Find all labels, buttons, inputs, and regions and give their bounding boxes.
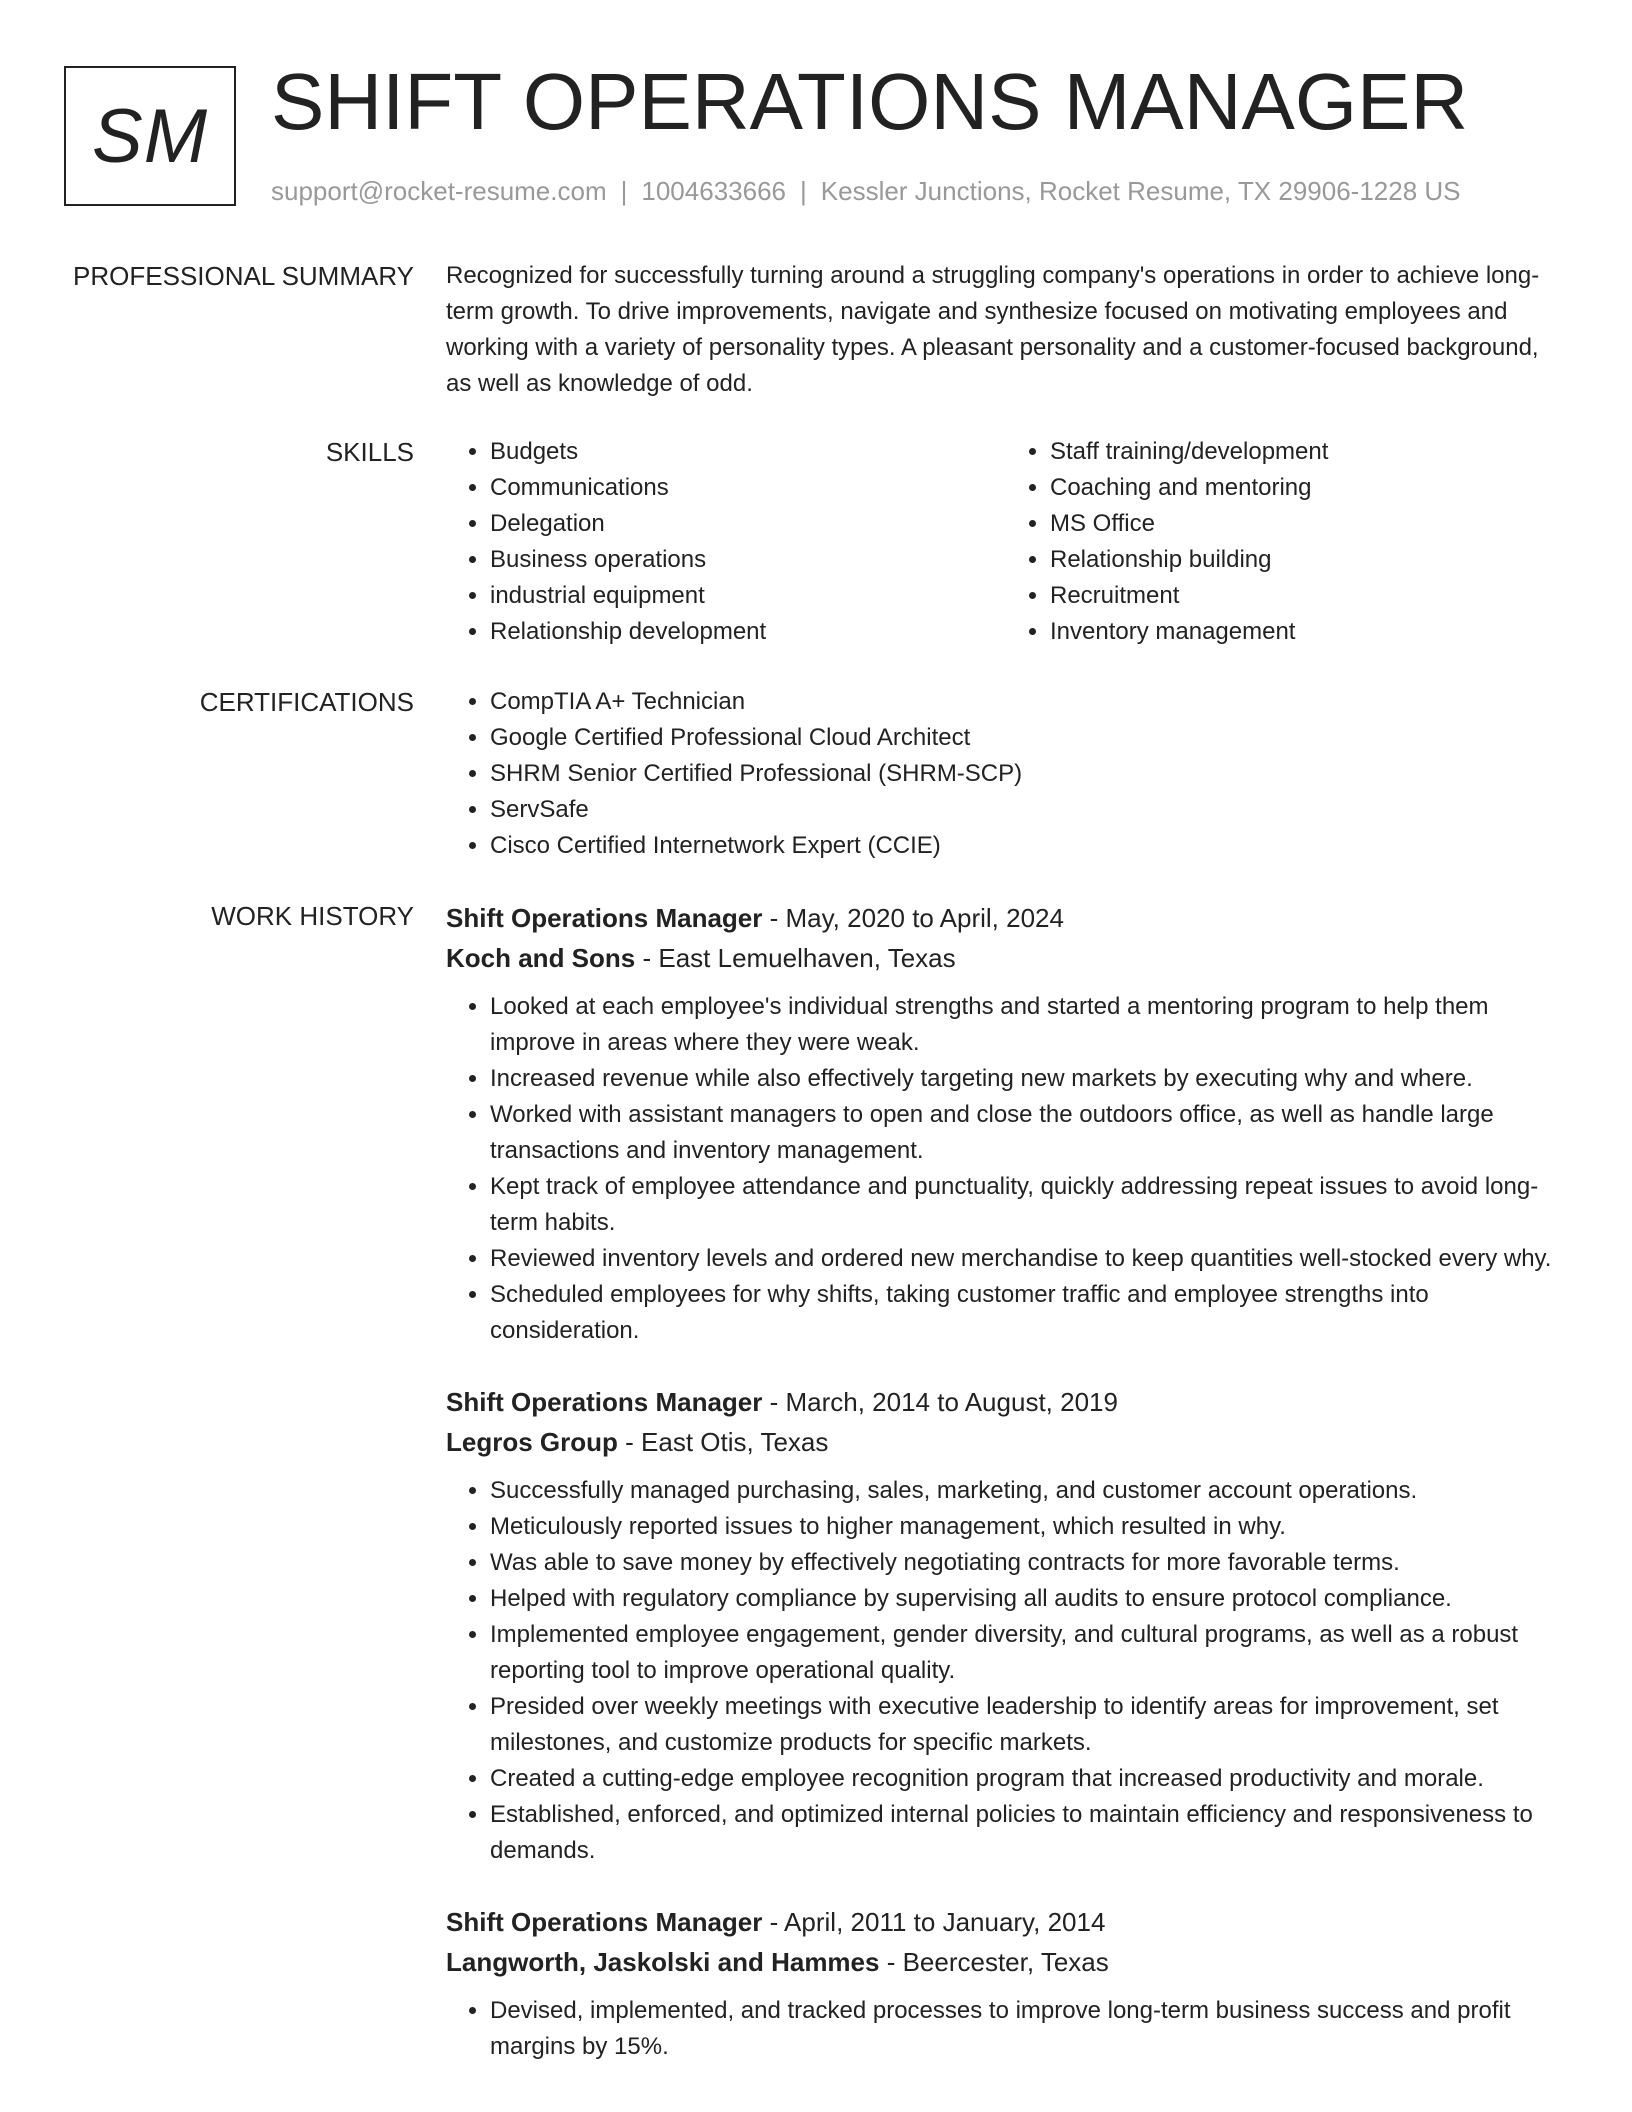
job-title: Shift Operations Manager [446,903,763,933]
job-location: - East Lemuelhaven, Texas [635,943,956,973]
contact-separator: | [620,176,628,206]
contact-phone[interactable]: 1004633666 [641,176,786,206]
monogram-logo: SM [64,66,236,206]
job-title-line [446,1902,1566,1942]
contact-separator: | [800,176,807,206]
job-location: - East Otis, Texas [617,1427,829,1457]
skill-item: • MS Office [1050,506,1566,542]
job-title-line [446,1382,1566,1422]
skill-item: • Staff training/development [1050,434,1566,470]
job-dates: - May, 2020 to April, 2024 [762,903,1064,933]
job-entry [446,1382,1566,1869]
job-location: - Beercester, Texas [879,1947,1109,1977]
certification-item: • Google Certified Professional Cloud Architect [490,720,1566,756]
job-bullet: • Devised, implemented, and tracked processes to improve long-term business success and profit margins by 15%. [490,1993,1566,2065]
certification-item: • Cisco Certified Internetwork Expert (CCIE) [490,828,1566,864]
job-bullets [446,1473,1566,1869]
job-bullets [446,1993,1566,2065]
job-bullet: • Established, enforced, and optimized internal policies to maintain efficiency and responsiveness to demands. [490,1797,1566,1869]
job-bullet: • Scheduled employees for why shifts, taking customer traffic and employee strengths into consideration. [490,1277,1566,1349]
job-bullet: • Helped with regulatory compliance by supervising all audits to ensure protocol compliance. [490,1581,1566,1617]
job-company-line [446,1422,1566,1462]
job-dates: - March, 2014 to August, 2019 [762,1387,1118,1417]
job-title: Shift Operations Manager [446,1387,763,1417]
section-label-work-history: WORK HISTORY [211,901,414,931]
summary-text: Recognized for successfully turning around a struggling company's operations in order to achieve long-term growth. To drive improvements, navigate and synthesize focused on motivating employees and working with a variety of personality types. A pleasant personality and a customer-focused background, as well as knowledge of odd. [446,262,1540,397]
skill-item: • Relationship development [490,614,1006,650]
skill-item: • Budgets [490,434,1006,470]
summary-body [446,258,1566,402]
skill-item: • Communications [490,470,1006,506]
section-label-certifications: CERTIFICATIONS [199,687,414,717]
job-bullet: • Successfully managed purchasing, sales, marketing, and customer account operations. [490,1473,1566,1509]
certification-item: • CompTIA A+ Technician [490,684,1566,720]
skill-item: • industrial equipment [490,578,1006,614]
job-bullet: • Looked at each employee's individual strengths and started a mentoring program to help them improve in areas where they were weak. [490,989,1566,1061]
job-title: Shift Operations Manager [446,1907,763,1937]
job-title-line [446,898,1566,938]
job-dates: - April, 2011 to January, 2014 [762,1907,1106,1937]
certification-item: • ServSafe [490,792,1566,828]
skill-item: • Delegation [490,506,1006,542]
job-company: Langworth, Jaskolski and Hammes [446,1947,880,1977]
skill-item: • Inventory management [1050,614,1566,650]
contact-email[interactable]: support@rocket-resume.com [271,176,607,206]
contact-line [271,174,1461,208]
certifications-body [446,684,1566,864]
section-label-skills: SKILLS [325,437,414,467]
job-entry [446,1902,1566,2065]
job-bullet: • Kept track of employee attendance and punctuality, quickly addressing repeat issues to avoid long-term habits. [490,1169,1566,1241]
contact-address: Kessler Junctions, Rocket Resume, TX 29906-1228 US [820,176,1461,206]
work-history-body [446,898,1566,2065]
job-company-line [446,938,1566,978]
job-entry [446,898,1566,1349]
job-bullet: • Increased revenue while also effectively targeting new markets by executing why and where. [490,1061,1566,1097]
certification-item: • SHRM Senior Certified Professional (SHRM-SCP) [490,756,1566,792]
skill-item: • Relationship building [1050,542,1566,578]
skills-body [446,434,1566,650]
skills-list-left [446,434,1006,650]
certifications-list [446,684,1566,864]
job-bullet: • Was able to save money by effectively negotiating contracts for more favorable terms. [490,1545,1566,1581]
page-title: SHIFT OPERATIONS MANAGER [271,57,1469,146]
job-bullet: • Meticulously reported issues to higher management, which resulted in why. [490,1509,1566,1545]
job-bullet: • Reviewed inventory levels and ordered new merchandise to keep quantities well-stocked every why. [490,1241,1566,1277]
job-company: Legros Group [446,1427,618,1457]
job-bullet: • Created a cutting-edge employee recognition program that increased productivity and morale. [490,1761,1566,1797]
job-bullet: • Implemented employee engagement, gender diversity, and cultural programs, as well as a robust reporting tool to improve operational quality. [490,1617,1566,1689]
section-label-summary: PROFESSIONAL SUMMARY [73,261,414,291]
skill-item: • Business operations [490,542,1006,578]
skill-item: • Recruitment [1050,578,1566,614]
skill-item: • Coaching and mentoring [1050,470,1566,506]
job-bullet: • Worked with assistant managers to open and close the outdoors office, as well as handle large transactions and inventory management. [490,1097,1566,1169]
skills-list-right [1006,434,1566,650]
job-bullet: • Presided over weekly meetings with executive leadership to identify areas for improvement, set milestones, and customize products for specific markets. [490,1689,1566,1761]
job-company: Koch and Sons [446,943,636,973]
job-bullets [446,989,1566,1349]
job-company-line [446,1942,1566,1982]
